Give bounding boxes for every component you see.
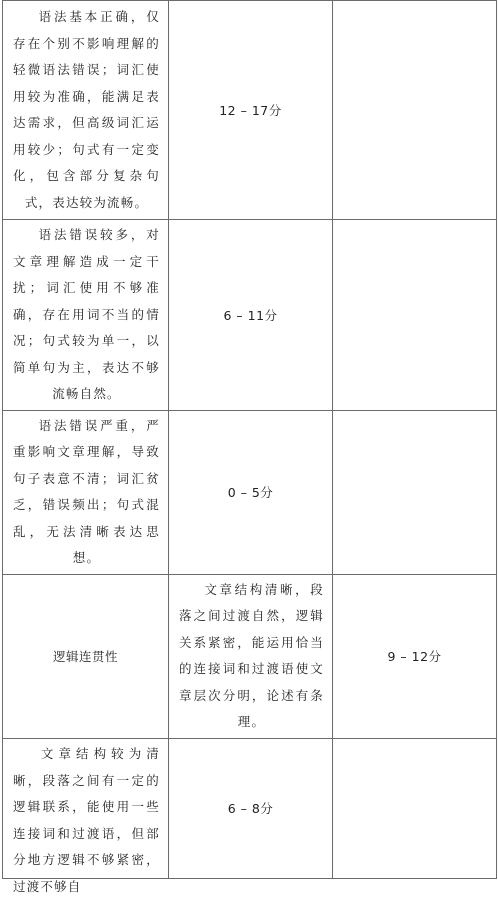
criteria-text bbox=[3, 411, 168, 574]
table-row bbox=[3, 1, 497, 220]
empty-cell bbox=[333, 220, 497, 411]
empty-cell bbox=[333, 410, 497, 574]
criteria-cell bbox=[3, 220, 169, 411]
description-text bbox=[169, 575, 332, 738]
criteria-cell bbox=[3, 738, 169, 894]
criteria-text bbox=[3, 739, 168, 894]
score-cell: 6 – 11分 bbox=[169, 220, 333, 411]
criteria-text-content: 语法基本正确，仅存在个别不影响理解的轻微语法错误；词汇使用较为准确，能满足表达需求，但高级词汇运用较少；句式有一定变化，包含部分复杂句式，表达较为流畅。 bbox=[13, 9, 160, 210]
criteria-text-content: 文章结构较为清晰，段落之间有一定的逻辑联系，能使用一些连接词和过渡语，但部分地方逻辑不够紧密，过渡不够自 bbox=[13, 746, 160, 894]
table-row bbox=[3, 738, 497, 878]
criteria-text bbox=[3, 2, 168, 218]
table-row bbox=[3, 574, 497, 738]
criteria-text-content: 语法错误较多，对文章理解造成一定干扰；词汇使用不够准确，存在用词不当的情况；句式较为单一，以简单句为主，表达不够流畅自然。 bbox=[13, 227, 160, 401]
criteria-text bbox=[3, 220, 168, 410]
criteria-cell bbox=[3, 410, 169, 574]
score-cell: 0 – 5分 bbox=[169, 410, 333, 574]
criteria-cell bbox=[3, 1, 169, 220]
empty-cell bbox=[333, 738, 497, 878]
category-cell: 逻辑连贯性 bbox=[3, 574, 169, 738]
score-cell: 9 – 12分 bbox=[333, 574, 497, 738]
table-row bbox=[3, 410, 497, 574]
description-text-content: 文章结构清晰，段落之间过渡自然，逻辑关系紧密，能运用恰当的连接词和过渡语使文章层次分明，论述有条理。 bbox=[179, 581, 324, 729]
table-row bbox=[3, 220, 497, 411]
criteria-text-content: 语法错误严重，严重影响文章理解，导致句子表意不清；词汇贫乏，错误频出；句式混乱，无法清晰表达思想。 bbox=[13, 417, 160, 565]
empty-cell bbox=[333, 1, 497, 220]
description-cell bbox=[169, 574, 333, 738]
scoring-rubric-table bbox=[2, 0, 497, 894]
score-cell: 6 – 8分 bbox=[169, 738, 333, 878]
score-cell: 12 – 17分 bbox=[169, 1, 333, 220]
